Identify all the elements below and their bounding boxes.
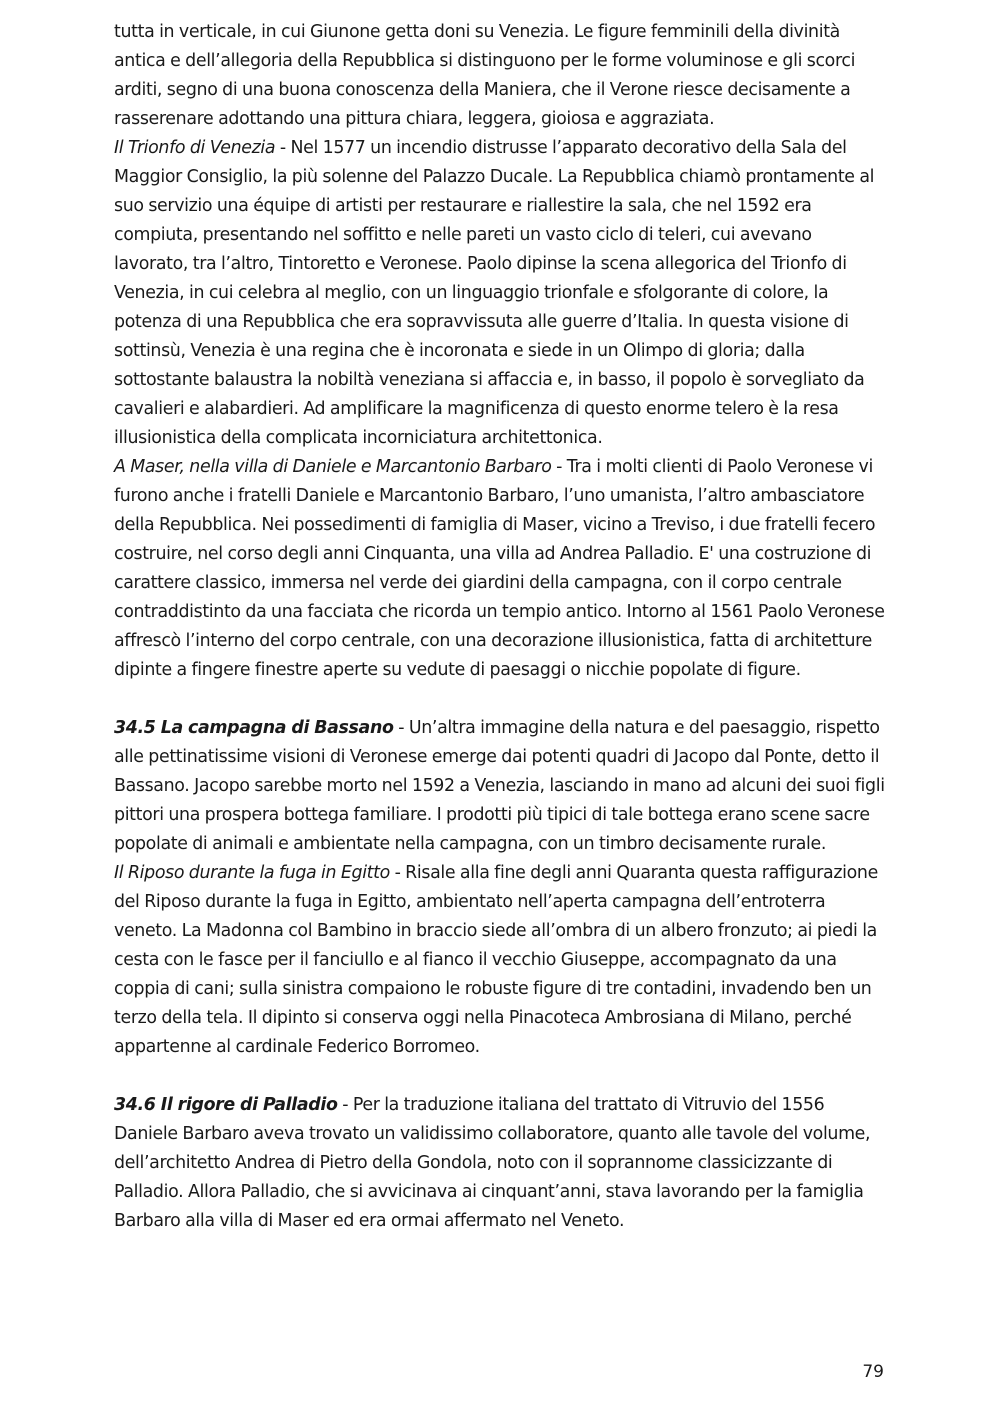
paragraph-spacer [114, 1062, 888, 1091]
section-34-5 [114, 714, 888, 859]
page-body [114, 18, 888, 1236]
section-34-6 [114, 1091, 888, 1236]
paragraph-text: - Nel 1577 un incendio distrusse l’apparato decorativo della Sala del Maggior Consiglio, la più solenne del Palazzo Ducale. La Repubblica chiamò prontamente al suo servizio una équipe di artisti per restaurare e riallestire la sala, che nel 1592 era compiuta, presentando nel soffitto e nelle pareti un vasto ciclo di teleri, cui avevano lavorato, tra l’altro, Tintoretto e Veronese. Paolo dipinse la scena allegorica del Trionfo di Venezia, in cui celebra al meglio, con un linguaggio trionfale e sfolgorante di colore, la potenza di una Repubblica che era sopravvissuta alle guerre d’Italia. In questa visione di sottinsù, Venezia è una regina che è incoronata e siede in un Olimpo di gloria; dalla sottostante balaustra la nobiltà veneziana si affaccia e, in basso, il popolo è sorvegliato da cavalieri e alabardieri. Ad amplificare la magnificenza di questo enorme telero è la resa illusionistica della complicata incorniciatura architettonica. [114, 138, 875, 448]
paragraph-riposo-fuga-egitto [114, 859, 888, 1062]
paragraph-villa-maser [114, 453, 888, 685]
paragraph-text: - Per la traduzione italiana del trattato di Vitruvio del 1556 Daniele Barbaro aveva trovato un validissimo collaboratore, quanto alle tavole del volume, dell’architetto Andrea di Pietro della Gondola, noto con il soprannome classicizzante di Palladio. Allora Palladio, che si avvicinava ai cinquant’anni, stava lavorando per la famiglia Barbaro alla villa di Maser ed era ormai affermato nel Veneto. [114, 1095, 871, 1231]
paragraph-text: tutta in verticale, in cui Giunone getta doni su Venezia. Le figure femminili della divinità antica e dell’allegoria della Repubblica si distinguono per le forme voluminose e gli scorci arditi, segno di una buona conoscenza della Maniera, che il Verone riesce decisamente a rasserenare adottando una pittura chiara, leggera, gioiosa e aggraziata. [114, 22, 856, 129]
page-number: 79 [862, 1362, 884, 1382]
artwork-title: Il Trionfo di Venezia [114, 138, 276, 158]
paragraph-text: - Un’altra immagine della natura e del paesaggio, rispetto alle pettinatissime visioni di Veronese emerge dai potenti quadri di Jacopo dal Ponte, detto il Bassano. Jacopo sarebbe morto nel 1592 a Venezia, lasciando in mano ad alcuni dei suoi figli pittori una prospera bottega familiare. I prodotti più tipici di tale bottega erano scene sacre popolate di animali e ambientate nella campagna, con un timbro decisamente rurale. [114, 718, 885, 854]
paragraph-text: - Risale alla fine degli anni Quaranta questa raffigurazione del Riposo durante la fuga in Egitto, ambientato nell’aperta campagna dell’entroterra veneto. La Madonna col Bambino in braccio siede all’ombra di un albero fronzuto; ai piedi la cesta con le fasce per il fanciullo e al fianco il vecchio Giuseppe, accompagnato da una coppia di cani; sulla sinistra compaiono le robuste figure di tre contadini, invadendo ben un terzo della tela. Il dipinto si conserva oggi nella Pinacoteca Ambrosiana di Milano, perché appartenne al cardinale Federico Borromeo. [114, 863, 878, 1057]
paragraph-giunone [114, 18, 888, 134]
artwork-title: A Maser, nella villa di Daniele e Marcantonio Barbaro [114, 457, 552, 477]
paragraph-text: - Tra i molti clienti di Paolo Veronese vi furono anche i fratelli Daniele e Marcantonio Barbaro, l’uno umanista, l’altro ambasciatore della Repubblica. Nei possedimenti di famiglia di Maser, vicino a Treviso, i due fratelli fecero costruire, nel corso degli anni Cinquanta, una villa ad Andrea Palladio. E' una costruzione di carattere classico, immersa nel verde dei giardini della campagna, con il corpo centrale contraddistinto da una facciata che ricorda un tempio antico. Intorno al 1561 Paolo Veronese affrescò l’interno del corpo centrale, con una decorazione illusionistica, fatta di architetture dipinte a fingere finestre aperte su vedute di paesaggi o nicchie popolate di figure. [114, 457, 885, 680]
section-heading: 34.6 Il rigore di Palladio [114, 1095, 338, 1115]
paragraph-trionfo-di-venezia [114, 134, 888, 453]
artwork-title: Il Riposo durante la fuga in Egitto [114, 863, 390, 883]
section-heading: 34.5 La campagna di Bassano [114, 718, 394, 738]
paragraph-spacer [114, 685, 888, 714]
